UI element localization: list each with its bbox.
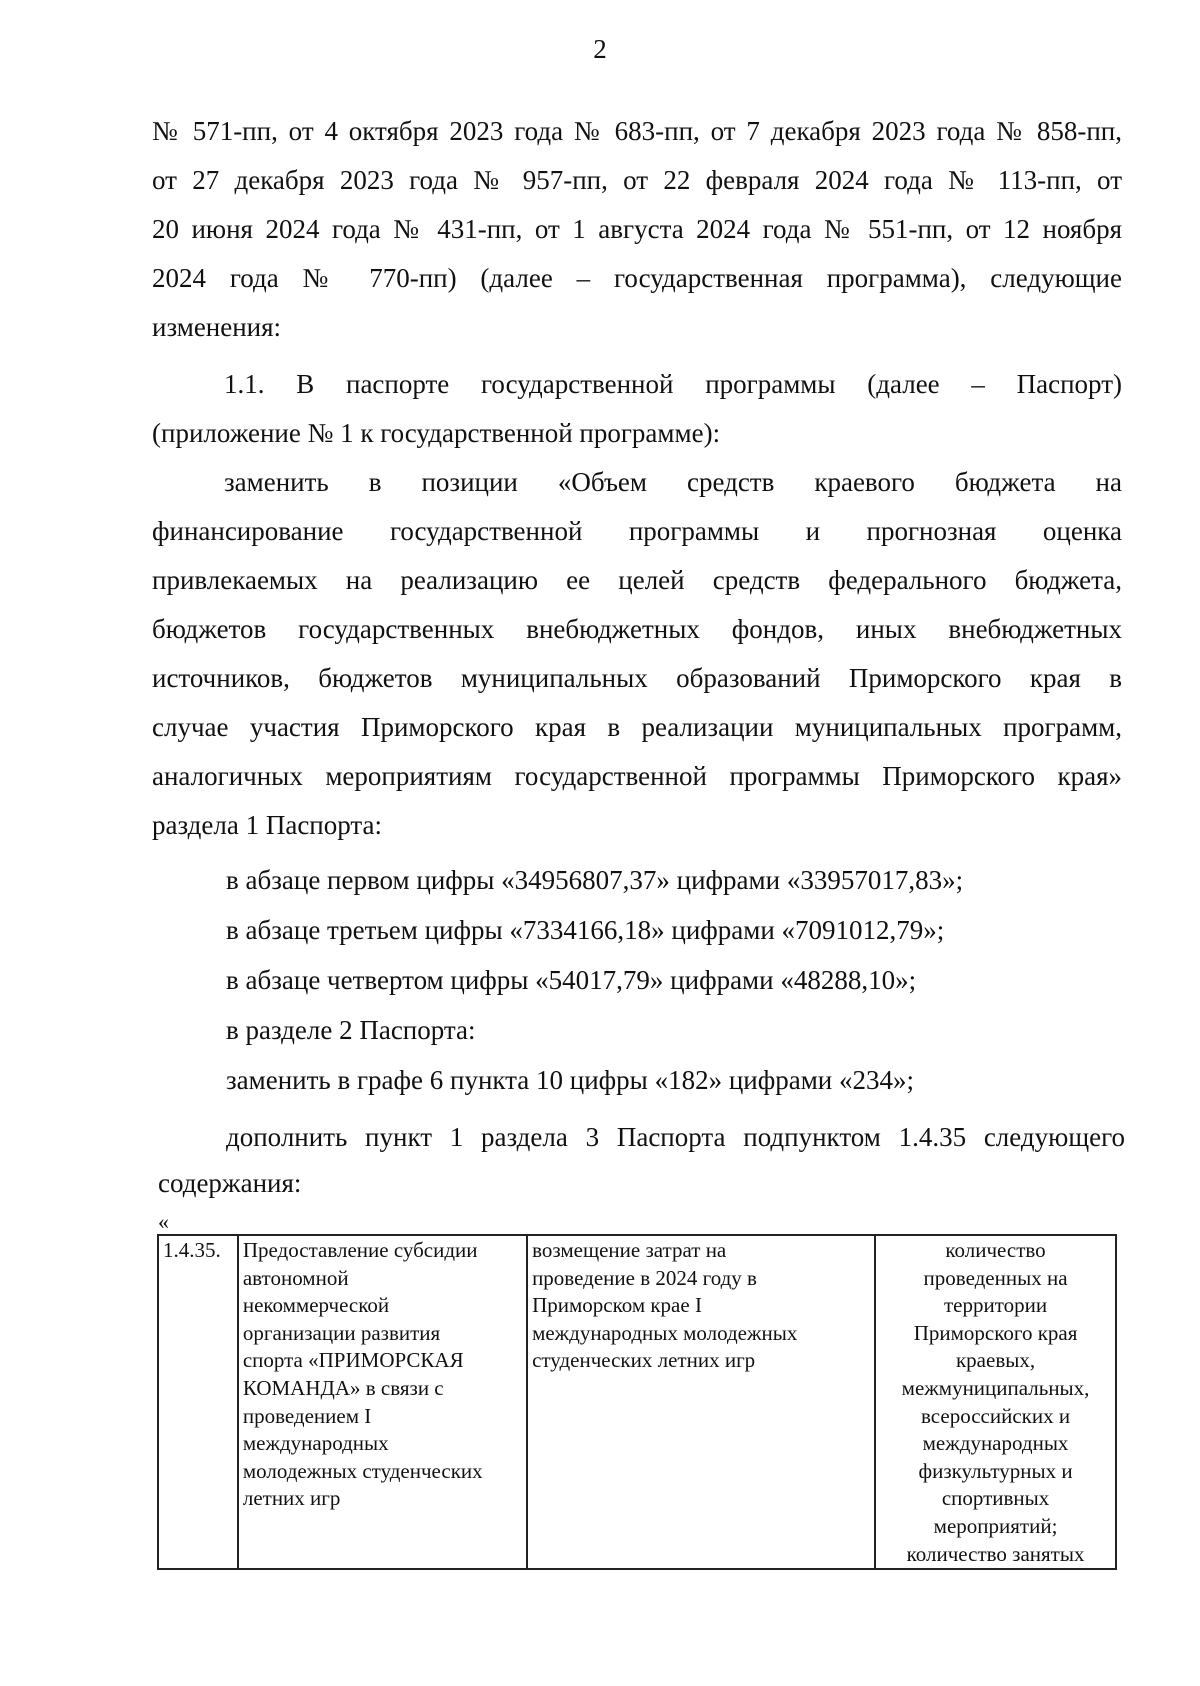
page-number: 2 — [593, 34, 607, 64]
text-line: заменить в позиции «Объем средств краевого бюджета на — [224, 467, 1122, 497]
cell-number: 1.4.35. — [158, 1235, 238, 1569]
text-line: изменения: — [152, 312, 282, 342]
replace-paragraph — [152, 458, 1122, 850]
cell-goal: возмещение затрат на проведение в 2024 году в Приморском крае I международных молодежных студенческих летних игр — [527, 1235, 875, 1569]
amendment-line: в абзаце третьем цифры «7334166,18» цифрами «7091012,79»; — [226, 915, 945, 945]
cell-indicator: количество проведенных на территории Приморского края краевых, межмуниципальных, всероссийских и международных физкультурных и спортивных мероприятий; количество занятых — [875, 1235, 1116, 1569]
subprogram-table — [157, 1234, 1117, 1570]
text-line: случае участия Приморского края в реализации муниципальных программ, — [152, 712, 1122, 742]
text-line: № 571-пп, от 4 октября 2023 года № 683-пп, от 7 декабря 2023 года № 858-пп, — [152, 116, 1122, 146]
text-line: аналогичных мероприятиям государственной программы Приморского края» — [152, 761, 1122, 791]
text-line: содержания: — [158, 1168, 302, 1198]
cell-name: Предоставление субсидии автономной некоммерческой организации развития спорта «ПРИМОРСКАЯ КОМАНДА» в связи с проведением I международных молодежных студенческих летних игр — [238, 1235, 527, 1569]
text-line: привлекаемых на реализацию ее целей средств федерального бюджета, — [152, 565, 1122, 595]
text-line: 1.1. В паспорте государственной программы (далее – Паспорт) — [224, 369, 1122, 399]
opening-quote: « — [158, 1209, 169, 1234]
text-line: 20 июня 2024 года № 431-пп, от 1 августа 2024 года № 551-пп, от 12 ноября — [152, 214, 1122, 244]
amendment-line: в разделе 2 Паспорта: — [226, 1015, 476, 1045]
amendment-line: в абзаце четвертом цифры «54017,79» цифрами «48288,10»; — [226, 965, 917, 995]
amendment-line: заменить в графе 6 пункта 10 цифры «182» цифрами «234»; — [226, 1065, 914, 1095]
item-1-1-paragraph — [152, 360, 1122, 458]
intro-paragraph — [152, 107, 1122, 352]
supplement-paragraph — [158, 1113, 1125, 1204]
text-line: источников, бюджетов муниципальных образований Приморского края в — [152, 663, 1122, 693]
text-line: от 27 декабря 2023 года № 957-пп, от 22 февраля 2024 года № 113-пп, от — [152, 165, 1122, 195]
table-row — [158, 1235, 1116, 1569]
text-line: финансирование государственной программы и прогнозная оценка — [152, 516, 1122, 546]
text-line: раздела 1 Паспорта: — [152, 810, 383, 840]
text-line: (приложение № 1 к государственной программе): — [152, 418, 721, 448]
amendment-line: в абзаце первом цифры «34956807,37» цифрами «33957017,83»; — [226, 865, 964, 895]
text-line: дополнить пункт 1 раздела 3 Паспорта подпунктом 1.4.35 следующего — [226, 1122, 1125, 1152]
text-line: бюджетов государственных внебюджетных фондов, иных внебюджетных — [152, 614, 1122, 644]
text-line: 2024 года № 770-пп) (далее – государственная программа), следующие — [152, 263, 1122, 293]
